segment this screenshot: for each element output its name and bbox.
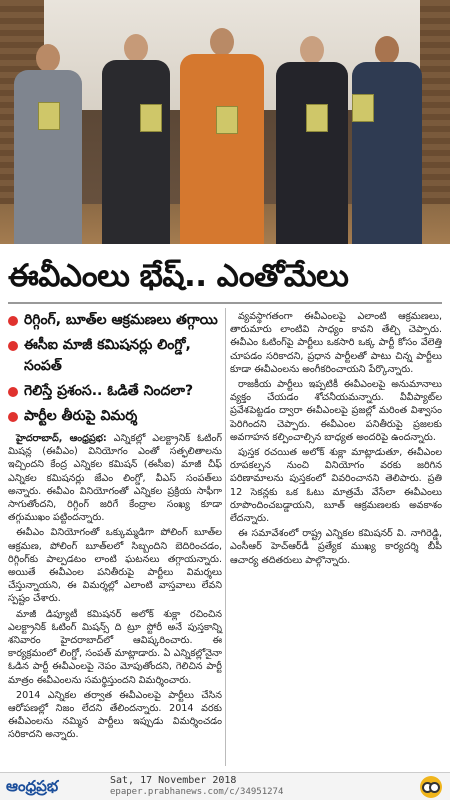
headline: ఈవీఎంలు భేష్.. ఎంతోమేలు [8,258,349,294]
person-4 [276,24,348,244]
article-paragraph: 2014 ఎన్నికల తర్వాత ఈవీఎంలపై పార్టీలు చేసిన ఆరోపణల్లో నిజం లేదని తేలిందన్నారు. 2014 వరకు ఈవీఎంలను నమ్మిన పార్టీలు ఇప్పుడు విమర్శించడం సరికాదని అన్నారు. [8,689,222,741]
bullet-item [8,335,222,377]
person-3 [180,16,264,244]
newspaper-logo[interactable]: ఆంధ్రప్రభ [6,777,59,795]
bullet-text: పార్టీల తీరుపై విమర్శ [24,408,138,424]
dateline: హైదరాబాద్, ఆంధ్రప్రభ: [16,433,107,444]
paragraph-text: ఎన్నికల్లో ఎలక్ట్రానిక్ ఓటింగ్ మిషన్ల (ఈవీఎం) వినియోగం ఎంతో సత్ఫలితాలను ఇచ్చిందని కేంద్ర ఎన్నికల కమిషన్ (ఈసీఐ) మాజీ చీఫ్ ఎన్నికల కమిషనర్లు జేఎం లింగ్డో, వీఎస్ సంపత్‌లు అన్నారు. ఈవీఎం వినియోగంతో ఎన్నికల ప్రక్రియ సాఫీగా సాగుతోందని, రిగ్గింగ్ జరిగే కేంద్రాల సంఖ్య కూడా తగ్గుముఖం పట్టిందన్నారు. [8,433,222,524]
bullet-item [8,381,222,402]
article-column-left [8,432,222,744]
person-5 [352,26,422,244]
event-photo [0,0,450,244]
epaper-url[interactable]: epaper.prabhanews.com/c/34951274 [110,787,284,797]
article-paragraph: పుస్తక రచయిత అలోక్ శుక్లా మాట్లాడుతూ, ఈవీఎంల రూపకల్పన నుంచి వినియోగం వరకు జరిగిన పరిణామాలను పుస్తకంలో వివరించానని తెలిపారు. ప్రతి 12 సెకన్లకు ఒక ఓటు మాత్రమే వేసేలా ఈవీఎంలు రూపొందించబడ్డాయని, బూత్ ఆక్రమణలకు అవకాశం లేదన్నారు. [230,447,442,525]
bullet-item [8,310,222,331]
edition-date: Sat, 17 November 2018 [110,775,237,786]
bullet-dot-icon [8,316,18,326]
person-1 [14,30,82,244]
article-paragraph: రాజకీయ పార్టీలు ఇప్పటికీ ఈవీఎంలపై అనుమానాలు వ్యక్తం చేయడం శోచనీయమన్నారు. వీవీప్యాట్‌ల ప్రవేశపెట్టడం ద్వారా ఈవీఎంలపై ప్రజల్లో మరింత విశ్వాసం పెరిగిందని చెప్పారు. ఈవీఎంల పనితీరుపై ప్రజలకు అవగాహన కల్పించాల్సిన బాధ్యత అందరిపై ఉందన్నారు. [230,379,442,443]
article-paragraph: మాజీ డిప్యూటీ కమిషనర్ అలోక్ శుక్లా రచించిన ఎలక్ట్రానిక్ ఓటింగ్ మిషన్స్ ది ట్రూ స్టోరీ అనే పుస్తకాన్ని శనివారం హైదరాబాద్‌లో ఆవిష్కరించారు. ఈ కార్యక్రమంలో లింగ్డో, సంపత్ మాట్లాడారు. ఏ ఎన్నికల్లోనైనా ఓడిన పార్టీ ఈవీఎంలపై నెపం మోపుతోందని, గెలిచిన పార్టీ మాత్రం ఈవీఎంలను సమర్థిస్తుందని విమర్శించారు. [8,608,222,686]
owl-icon [420,776,442,798]
article-paragraph [8,432,222,524]
bullet-dot-icon [8,341,18,351]
bullet-list [8,310,222,431]
headline-rule [8,302,442,304]
article-paragraph: ఈవీఎం వినియోగంతో ఒక్కుమ్మడిగా పోలింగ్ బూత్‌ల ఆక్రమణ, పోలింగ్ బూత్‌లలో సిబ్బందిని బెదిరించడం, రిగ్గింగ్‌కు పాల్పడటం లాంటి ఘటనలు తగ్గాయన్నారు. అయితే ఈవీఎంల పనితీరుపై పార్టీలు విమర్శలు చేస్తున్నాయని, ఈ విమర్శల్లో ఎలాంటి వాస్తవాలు లేవని స్పష్టం చేశారు. [8,527,222,605]
bullet-text: రిగ్గింగ్, బూత్‌ల ఆక్రమణలు తగ్గాయి [24,312,218,328]
article-paragraph: వ్యవస్థాగతంగా ఈవీఎంలపై ఎలాంటి ఆక్రమణలు, తారుమారు లాంటివి సాధ్యం కావని తేల్చి చెప్పారు. ఈవీఎం ఓటింగ్‌పై పార్టీలు ఒకసారి ఒక్క పార్టీ కోసం వేలెత్తి చూపడం సరికాదని, ప్రధాన పార్టీలతో పాటు చిన్న పార్టీలు కూడా ఈవీఎంలను అంగీకరించాయని పేర్కొన్నారు. [230,311,442,375]
bullet-dot-icon [8,412,18,422]
bullet-dot-icon [8,387,18,397]
bullet-item [8,406,222,427]
article-column-right [230,310,442,569]
epaper-footer [0,772,450,800]
column-divider [225,308,226,766]
bullet-text: గెలిస్తే ప్రశంస.. ఓడితే నిందలా? [24,383,194,399]
bullet-text: ఈసీఐ మాజీ కమిషనర్లు లింగ్డో, సంపత్ [24,337,191,374]
article-paragraph: ఈ సమావేశంలో రాష్ట్ర ఎన్నికల కమిషనర్ వి. నాగిరెడ్డి, ఎంసీఆర్ హెచ్‌ఆర్‌డీ ప్రత్యేక ముఖ్య కార్యదర్శి బీపీ ఆచార్య తదితరులు పాల్గొన్నారు. [230,528,442,566]
person-2 [102,22,170,244]
